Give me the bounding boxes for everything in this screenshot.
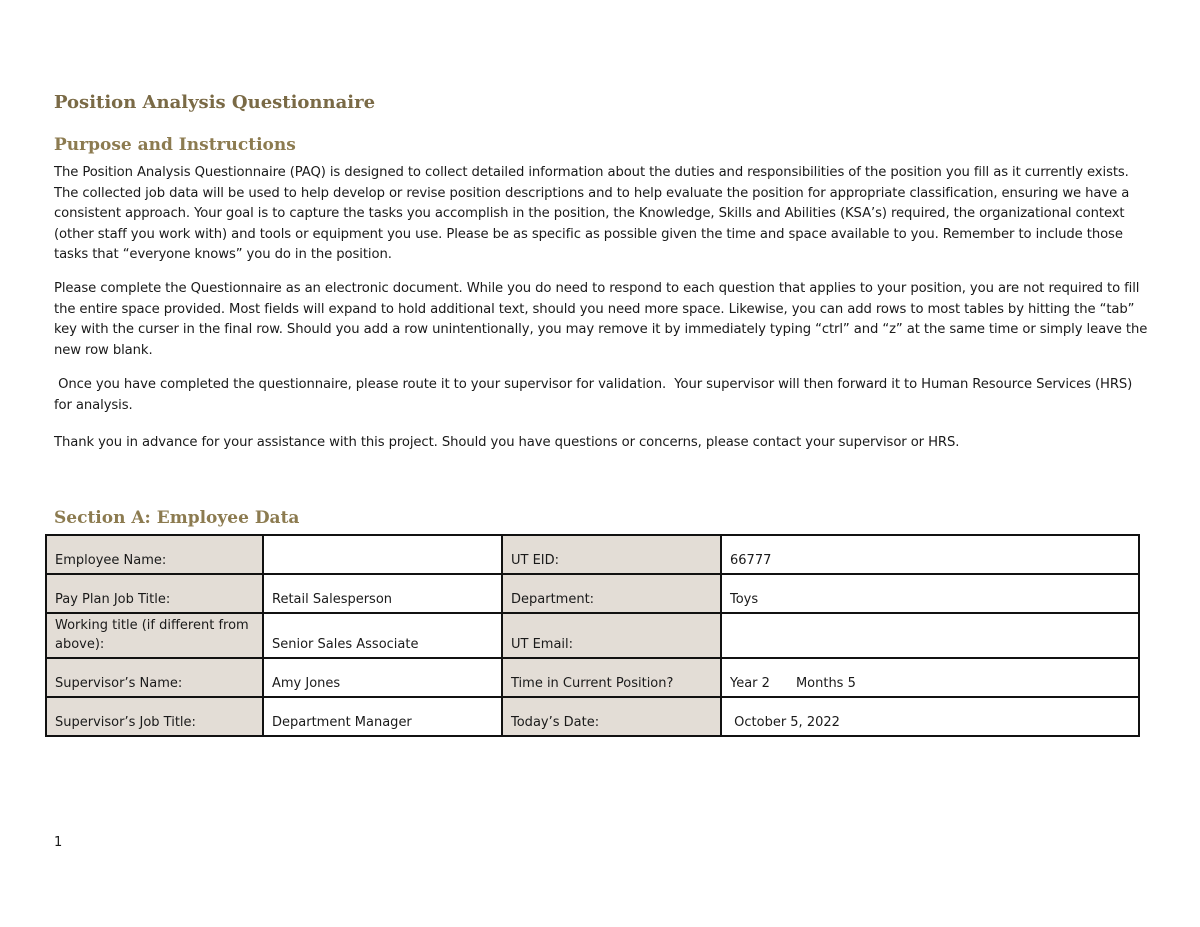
time-in-position-field[interactable] [721,658,1139,697]
page-number: 1 [54,835,63,850]
ut-eid-label: UT EID: [502,535,721,574]
time-in-position-years: Year 2 [730,676,770,691]
employee-name-label: Employee Name: [46,535,263,574]
table-row [46,574,1139,613]
instructions-paragraph-2: Please complete the Questionnaire as an electronic document. While you do need to respond to each question that applies to your position, you are not required to fill the entire space provided. Most fields will expand to hold additional text, should you need more space. Likewise, you can add rows to most tables by hitting the “tab” key with the curser in the final row. Should you add a row unintentionally, you may remove it by immediately typing “ctrl” and “z” at the same time or simply leave the new row blank. [54,281,1148,358]
document-title: Position Analysis Questionnaire [54,92,376,113]
time-in-position-label: Time in Current Position? [502,658,721,697]
table-row [46,697,1139,736]
todays-date-field[interactable]: October 5, 2022 [721,697,1139,736]
supervisor-name-field[interactable]: Amy Jones [263,658,502,697]
instructions-paragraph-4: Thank you in advance for your assistance with this project. Should you have questions or concerns, please contact your supervisor or HRS. [54,435,960,450]
instructions-paragraph-1: The Position Analysis Questionnaire (PAQ) is designed to collect detailed information about the duties and responsibilities of the position you fill as it currently exists. The collected job data will be used to help develop or revise position descriptions and to help evaluate the position for appropriate classification, ensuring we have a consistent approach. Your goal is to capture the tasks you accomplish in the position, the Knowledge, Skills and Abilities (KSA’s) required, the organizational context (other staff you work with) and tools or equipment you use. Please be as specific as possible given the time and space available to you. Remember to include those tasks that “everyone knows” you do in the position. [54,165,1130,262]
department-field[interactable]: Toys [721,574,1139,613]
department-label: Department: [502,574,721,613]
table-row [46,535,1139,574]
working-title-field[interactable]: Senior Sales Associate [263,613,502,658]
employee-data-table [45,534,1140,737]
pay-plan-title-field[interactable]: Retail Salesperson [263,574,502,613]
table-row [46,658,1139,697]
todays-date-label: Today’s Date: [502,697,721,736]
section-a-heading: Section A: Employee Data [54,508,300,528]
purpose-heading: Purpose and Instructions [54,135,296,155]
ut-email-field[interactable] [721,613,1139,658]
table-row [46,613,1139,658]
employee-name-field[interactable] [263,535,502,574]
time-in-position-months: Months 5 [795,676,856,691]
supervisor-name-label: Supervisor’s Name: [46,658,263,697]
supervisor-title-field[interactable]: Department Manager [263,697,502,736]
ut-eid-field[interactable]: 66777 [721,535,1139,574]
supervisor-title-label: Supervisor’s Job Title: [46,697,263,736]
pay-plan-title-label: Pay Plan Job Title: [46,574,263,613]
instructions-paragraph-3: Once you have completed the questionnaire, please route it to your supervisor for validation. Your supervisor will then forward it to Human Resource Services (HRS) for analysis. [54,377,1137,413]
ut-email-label: UT Email: [502,613,721,658]
working-title-label: Working title (if different from above): [46,613,263,658]
